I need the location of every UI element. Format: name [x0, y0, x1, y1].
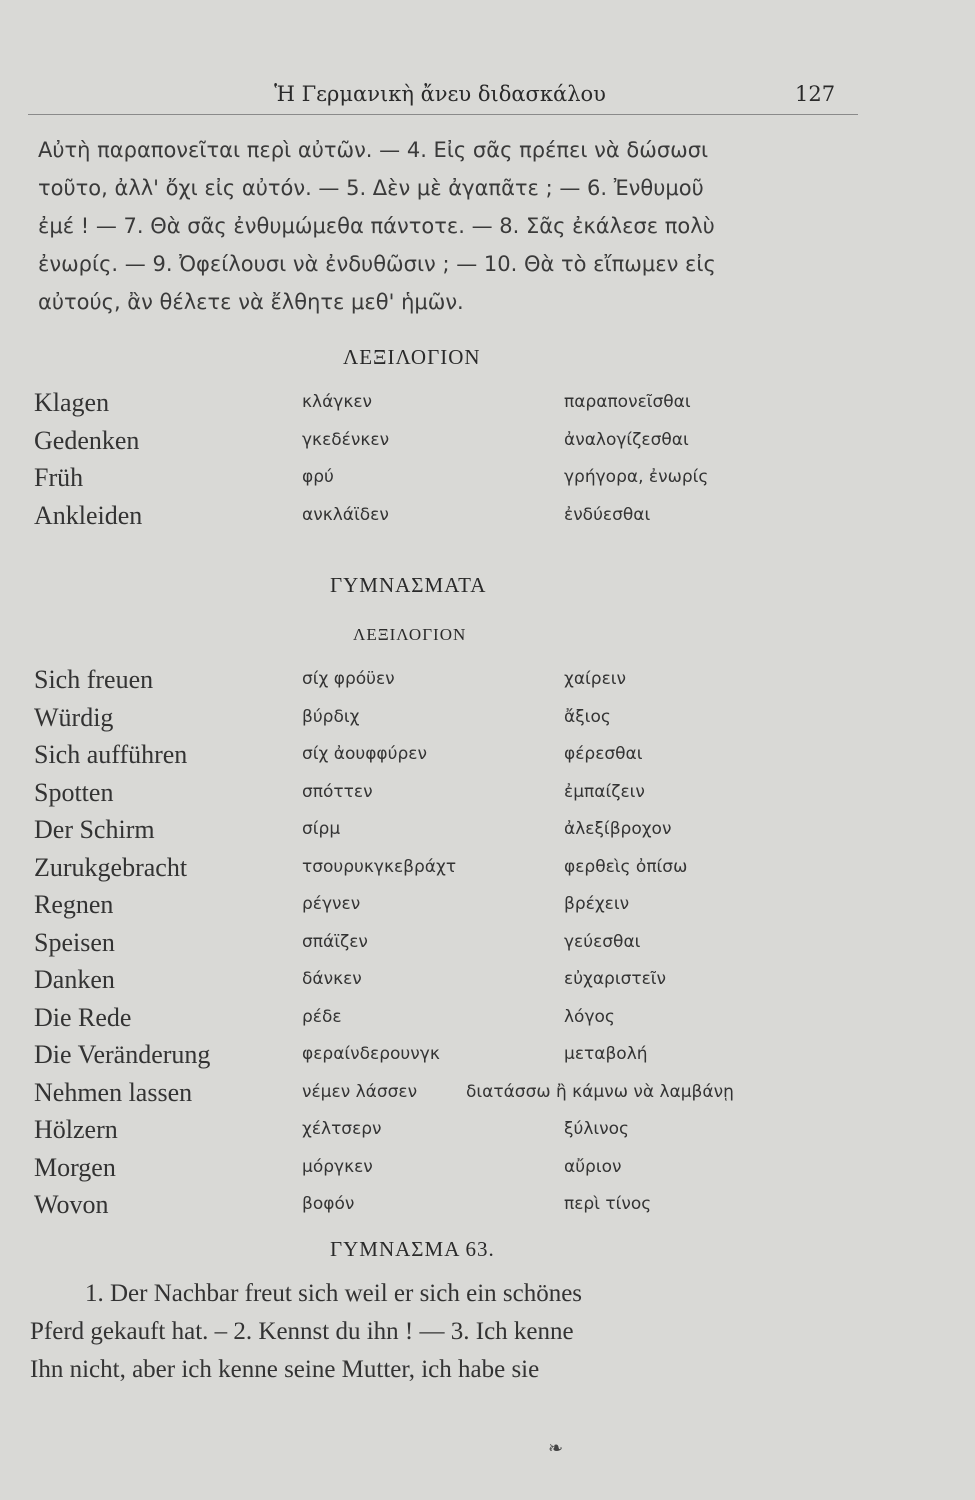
text-line: Pferd gekauft hat. – 2. Kennst du ihn ! — 3. Ich kenne — [30, 1318, 574, 1345]
pronunciation: βύρδιχ — [302, 706, 360, 727]
german-word: Die Veränderung — [34, 1040, 211, 1069]
vocab-row — [34, 463, 934, 501]
exercise-heading: ΓΥΜΝΑΣΜΑ 63. — [330, 1237, 495, 1261]
german-word: Zurukgebracht — [34, 852, 188, 882]
greek-meaning: μεταβολή — [564, 1044, 648, 1064]
text-line: ἐμέ ! — 7. Θὰ σᾶς ἐνθυμώμεθα πάντοτε. — 8. Σᾶς ἐκάλεσε πολὺ — [38, 214, 715, 238]
pronunciation: γκεδένκεν — [302, 429, 390, 450]
vocab-row — [34, 1115, 934, 1153]
vocab-row — [34, 1190, 934, 1228]
german-word: Ankleiden — [34, 500, 143, 530]
text-line: 1. Der Nachbar freut sich weil er sich ein schönes — [85, 1280, 583, 1307]
vocab-row — [34, 501, 934, 539]
german-word: Gedenken — [34, 425, 140, 455]
intro-paragraph — [38, 138, 848, 328]
german-word: Klagen — [34, 388, 110, 417]
vocabulary-heading: ΛΕΞΙΛΟΓΙΟΝ — [353, 625, 467, 644]
pronunciation: φρύ — [302, 467, 334, 487]
german-word: Sich freuen — [34, 665, 154, 694]
vocabulary-table — [34, 388, 934, 538]
pronunciation: νέμεν λάσσεν — [302, 1081, 418, 1102]
german-word: Wovon — [34, 1190, 109, 1219]
page-number: 127 — [795, 82, 836, 106]
exercises-heading: ΓΥΜΝΑΣΜΑΤΑ — [330, 573, 487, 597]
vocab-row — [34, 815, 934, 853]
vocab-row — [34, 426, 934, 464]
text-line: Ihn nicht, aber ich kenne seine Mutter, ich habe sie — [30, 1356, 540, 1383]
greek-meaning: φέρεσθαι — [564, 744, 643, 764]
greek-meaning: ἐμπαίζειν — [564, 781, 645, 802]
pronunciation: ρέγνεν — [302, 894, 361, 914]
greek-meaning: γρήγορα, ἐνωρίς — [564, 467, 709, 487]
vocab-row — [34, 965, 934, 1003]
german-word: Nehmen lassen — [34, 1077, 193, 1107]
exercise-paragraph — [30, 1280, 860, 1394]
greek-meaning: φερθεὶς ὀπίσω — [564, 856, 688, 877]
pronunciation: τσουρυκγκεβράχτ — [302, 856, 457, 877]
german-word: Spotten — [34, 777, 114, 807]
pronunciation: μόργκεν — [302, 1156, 373, 1177]
german-word: Würdig — [34, 702, 114, 732]
greek-meaning: αὔριον — [564, 1156, 622, 1177]
pronunciation: σπάϊζεν — [302, 931, 368, 952]
pronunciation: κλάγκεν — [302, 392, 373, 412]
vocab-row — [34, 1040, 934, 1078]
running-header-title: Ἡ Γερμανικὴ ἄνευ διδασκάλου — [274, 82, 606, 106]
text-line: Αὐτὴ παραπονεῖται περὶ αὐτῶν. — 4. Εἰς σᾶς πρέπει νὰ δώσωσι — [38, 138, 709, 162]
vocab-row — [34, 853, 934, 891]
vocab-row — [34, 665, 934, 703]
greek-meaning: περὶ τίνος — [564, 1194, 652, 1214]
ornament-icon: ❧ — [548, 1438, 564, 1459]
german-word: Morgen — [34, 1152, 116, 1182]
pronunciation: σπόττεν — [302, 781, 373, 802]
pronunciation: βοφόν — [302, 1194, 355, 1214]
greek-meaning: διατάσσω ἢ κάμνω νὰ λαμβάνῃ — [466, 1081, 734, 1102]
pronunciation: ανκλάϊδεν — [302, 504, 389, 525]
greek-meaning: ἄξιος — [564, 706, 611, 727]
german-word: Speisen — [34, 927, 115, 957]
vocab-row — [34, 1078, 934, 1116]
vocab-row — [34, 928, 934, 966]
pronunciation: δάνκεν — [302, 969, 362, 989]
text-line: ἐνωρίς. — 9. Ὀφείλουσι νὰ ἐνδυθῶσιν ; — 10. Θὰ τὸ εἴπωμεν εἰς — [38, 252, 716, 276]
vocab-row — [34, 703, 934, 741]
pronunciation: φεραίνδερουνγκ — [302, 1044, 440, 1064]
greek-meaning: ἐνδύεσθαι — [564, 504, 651, 525]
pronunciation: σίχ φρόϋεν — [302, 669, 395, 689]
greek-meaning: ἀναλογίζεσθαι — [564, 429, 689, 450]
greek-meaning: ξύλινος — [564, 1119, 630, 1139]
text-line: τοῦτο, ἀλλ' ὄχι εἰς αὐτόν. — 5. Δὲν μὲ ἀγαπᾶτε ; — 6. Ἐνθυμοῦ — [38, 176, 704, 200]
greek-meaning: λόγος — [564, 1006, 615, 1027]
greek-meaning: ἀλεξίβροχον — [564, 819, 672, 839]
german-word: Sich aufführen — [34, 740, 188, 769]
german-word: Danken — [34, 965, 115, 994]
greek-meaning: εὐχαριστεῖν — [564, 969, 667, 989]
pronunciation: χέλτσερν — [302, 1119, 382, 1139]
vocab-row — [34, 890, 934, 928]
vocab-row — [34, 740, 934, 778]
greek-meaning: παραπονεῖσθαι — [564, 392, 691, 412]
vocabulary-heading: ΛΕΞΙΛΟΓΙΟΝ — [343, 345, 481, 369]
german-word: Regnen — [34, 890, 114, 919]
greek-meaning: χαίρειν — [564, 669, 627, 689]
vocabulary-table — [34, 665, 934, 1228]
vocab-row — [34, 388, 934, 426]
header-rule — [28, 114, 858, 115]
pronunciation: ρέδε — [302, 1006, 342, 1027]
german-word: Die Rede — [34, 1002, 132, 1032]
german-word: Der Schirm — [34, 815, 155, 844]
text-line: αὐτούς, ἂν θέλετε νὰ ἔλθητε μεθ' ἡμῶν. — [38, 290, 464, 314]
greek-meaning: γεύεσθαι — [564, 931, 641, 952]
vocab-row — [34, 1153, 934, 1191]
vocab-row — [34, 1003, 934, 1041]
german-word: Früh — [34, 463, 84, 492]
german-word: Hölzern — [34, 1115, 118, 1144]
greek-meaning: βρέχειν — [564, 894, 630, 914]
pronunciation: σίρμ — [302, 819, 341, 839]
pronunciation: σίχ ἀουφφύρεν — [302, 744, 427, 764]
vocab-row — [34, 778, 934, 816]
